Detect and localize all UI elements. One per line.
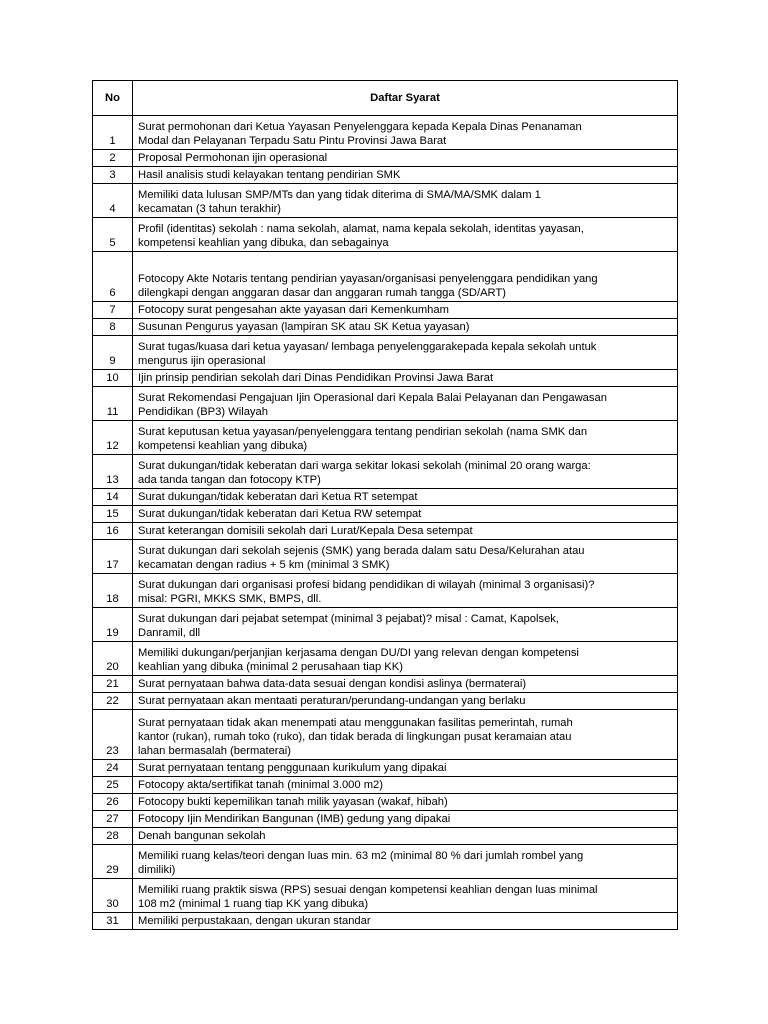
header-requirement: Daftar Syarat bbox=[133, 81, 678, 116]
table-row bbox=[93, 760, 678, 777]
table-row bbox=[93, 693, 678, 710]
row-number: 1 bbox=[93, 116, 133, 150]
row-number: 31 bbox=[93, 913, 133, 930]
requirement-text: Ijin prinsip pendirian sekolah dari Dinas Pendidikan Provinsi Jawa Barat bbox=[133, 370, 678, 387]
table-row bbox=[93, 574, 678, 608]
requirement-text: Surat dukungan dari pejabat setempat (minimal 3 pejabat)? misal : Camat, Kapolsek, Danramil, dll bbox=[133, 608, 678, 642]
requirement-text: Surat Rekomendasi Pengajuan Ijin Operasional dari Kepala Balai Pelayanan dan Pengawasan Pendidikan (BP3) Wilayah bbox=[133, 387, 678, 421]
table-row bbox=[93, 913, 678, 930]
row-number: 28 bbox=[93, 828, 133, 845]
row-number: 27 bbox=[93, 811, 133, 828]
requirement-text: Surat dukungan dari sekolah sejenis (SMK) yang berada dalam satu Desa/Kelurahan atau kecamatan dengan radius + 5 km (minimal 3 SMK) bbox=[133, 540, 678, 574]
requirement-text: Proposal Permohonan ijin operasional bbox=[133, 150, 678, 167]
row-number: 18 bbox=[93, 574, 133, 608]
row-number: 22 bbox=[93, 693, 133, 710]
requirement-text: Profil (identitas) sekolah : nama sekolah, alamat, nama kepala sekolah, identitas yayasan, kompetensi keahlian yang dibuka, dan sebagainya bbox=[133, 218, 678, 252]
requirement-text: Fotocopy surat pengesahan akte yayasan dari Kemenkumham bbox=[133, 302, 678, 319]
requirement-text: Surat keputusan ketua yayasan/penyelenggara tentang pendirian sekolah (nama SMK dan kompetensi keahlian yang dibuka) bbox=[133, 421, 678, 455]
table-row bbox=[93, 319, 678, 336]
row-number: 17 bbox=[93, 540, 133, 574]
row-number: 10 bbox=[93, 370, 133, 387]
table-row bbox=[93, 710, 678, 760]
table-row bbox=[93, 489, 678, 506]
requirement-text: Memiliki ruang kelas/teori dengan luas min. 63 m2 (minimal 80 % dari jumlah rombel yang dimiliki) bbox=[133, 845, 678, 879]
requirement-text: Fotocopy bukti kepemilikan tanah milik yayasan (wakaf, hibah) bbox=[133, 794, 678, 811]
table-row bbox=[93, 167, 678, 184]
table-row bbox=[93, 811, 678, 828]
requirement-text: Surat pernyataan bahwa data-data sesuai dengan kondisi aslinya (bermaterai) bbox=[133, 676, 678, 693]
row-number: 15 bbox=[93, 506, 133, 523]
row-number: 3 bbox=[93, 167, 133, 184]
requirements-body bbox=[93, 116, 678, 930]
table-row bbox=[93, 336, 678, 370]
row-number: 8 bbox=[93, 319, 133, 336]
table-header-row bbox=[93, 81, 678, 116]
requirement-text: Fotocopy akta/sertifikat tanah (minimal 3.000 m2) bbox=[133, 777, 678, 794]
row-number: 14 bbox=[93, 489, 133, 506]
row-number: 24 bbox=[93, 760, 133, 777]
table-row bbox=[93, 794, 678, 811]
requirement-text: Surat dukungan/tidak keberatan dari Ketua RT setempat bbox=[133, 489, 678, 506]
table-row bbox=[93, 218, 678, 252]
requirement-text: Surat dukungan/tidak keberatan dari Ketua RW setempat bbox=[133, 506, 678, 523]
requirement-text: Surat dukungan/tidak keberatan dari warga sekitar lokasi sekolah (minimal 20 orang warga: ada tanda tangan dan fotocopy KTP) bbox=[133, 455, 678, 489]
table-row bbox=[93, 252, 678, 302]
table-row bbox=[93, 642, 678, 676]
table-row bbox=[93, 184, 678, 218]
row-number: 21 bbox=[93, 676, 133, 693]
table-row bbox=[93, 608, 678, 642]
table-row bbox=[93, 777, 678, 794]
row-number: 2 bbox=[93, 150, 133, 167]
table-row bbox=[93, 116, 678, 150]
requirement-text: Surat tugas/kuasa dari ketua yayasan/ lembaga penyelenggarakepada kepala sekolah untuk mengurus ijin operasional bbox=[133, 336, 678, 370]
row-number: 30 bbox=[93, 879, 133, 913]
row-number: 5 bbox=[93, 218, 133, 252]
table-row bbox=[93, 845, 678, 879]
table-row bbox=[93, 370, 678, 387]
table-row bbox=[93, 828, 678, 845]
row-number: 19 bbox=[93, 608, 133, 642]
row-number: 12 bbox=[93, 421, 133, 455]
row-number: 23 bbox=[93, 710, 133, 760]
requirement-text: Surat permohonan dari Ketua Yayasan Penyelenggara kepada Kepala Dinas Penanaman Modal dan Pelayanan Terpadu Satu Pintu Provinsi Jawa Barat bbox=[133, 116, 678, 150]
table-row bbox=[93, 302, 678, 319]
table-row bbox=[93, 387, 678, 421]
requirement-text: Surat pernyataan akan mentaati peraturan/perundang-undangan yang berlaku bbox=[133, 693, 678, 710]
table-row bbox=[93, 879, 678, 913]
table-row bbox=[93, 421, 678, 455]
row-number: 20 bbox=[93, 642, 133, 676]
row-number: 25 bbox=[93, 777, 133, 794]
table-row bbox=[93, 676, 678, 693]
requirement-text: Memiliki data lulusan SMP/MTs dan yang tidak diterima di SMA/MA/SMK dalam 1 kecamatan (3 tahun terakhir) bbox=[133, 184, 678, 218]
table-row bbox=[93, 540, 678, 574]
requirement-text: Memiliki ruang praktik siswa (RPS) sesuai dengan kompetensi keahlian dengan luas minimal 108 m2 (minimal 1 ruang tiap KK yang dibuka) bbox=[133, 879, 678, 913]
requirement-text: Memiliki dukungan/perjanjian kerjasama dengan DU/DI yang relevan dengan kompetensi keahlian yang dibuka (minimal 2 perusahaan tiap KK) bbox=[133, 642, 678, 676]
row-number: 4 bbox=[93, 184, 133, 218]
requirement-text: Memiliki perpustakaan, dengan ukuran standar bbox=[133, 913, 678, 930]
requirement-text: Surat keterangan domisili sekolah dari Lurat/Kepala Desa setempat bbox=[133, 523, 678, 540]
row-number: 7 bbox=[93, 302, 133, 319]
requirement-text: Surat dukungan dari organisasi profesi bidang pendidikan di wilayah (minimal 3 organisasi)? misal: PGRI, MKKS SMK, BMPS, dll. bbox=[133, 574, 678, 608]
requirement-text: Surat pernyataan tidak akan menempati atau menggunakan fasilitas pemerintah, rumah kantor (rukan), rumah toko (ruko), dan tidak berada di lingkungan pusat keramaian atau lahan bermasalah (bermaterai) bbox=[133, 710, 678, 760]
row-number: 26 bbox=[93, 794, 133, 811]
table-row bbox=[93, 455, 678, 489]
requirement-text: Denah bangunan sekolah bbox=[133, 828, 678, 845]
row-number: 13 bbox=[93, 455, 133, 489]
row-number: 11 bbox=[93, 387, 133, 421]
requirement-text: Susunan Pengurus yayasan (lampiran SK atau SK Ketua yayasan) bbox=[133, 319, 678, 336]
row-number: 29 bbox=[93, 845, 133, 879]
row-number: 16 bbox=[93, 523, 133, 540]
table-row bbox=[93, 150, 678, 167]
requirement-text: Fotocopy Ijin Mendirikan Bangunan (IMB) gedung yang dipakai bbox=[133, 811, 678, 828]
row-number: 9 bbox=[93, 336, 133, 370]
requirement-text: Fotocopy Akte Notaris tentang pendirian yayasan/organisasi penyelenggara pendidikan yang dilengkapi dengan anggaran dasar dan anggaran rumah tangga (SD/ART) bbox=[133, 252, 678, 302]
header-no: No bbox=[93, 81, 133, 116]
table-row bbox=[93, 506, 678, 523]
requirements-table bbox=[92, 80, 678, 930]
requirement-text: Hasil analisis studi kelayakan tentang pendirian SMK bbox=[133, 167, 678, 184]
table-row bbox=[93, 523, 678, 540]
row-number: 6 bbox=[93, 252, 133, 302]
requirement-text: Surat pernyataan tentang penggunaan kurikulum yang dipakai bbox=[133, 760, 678, 777]
